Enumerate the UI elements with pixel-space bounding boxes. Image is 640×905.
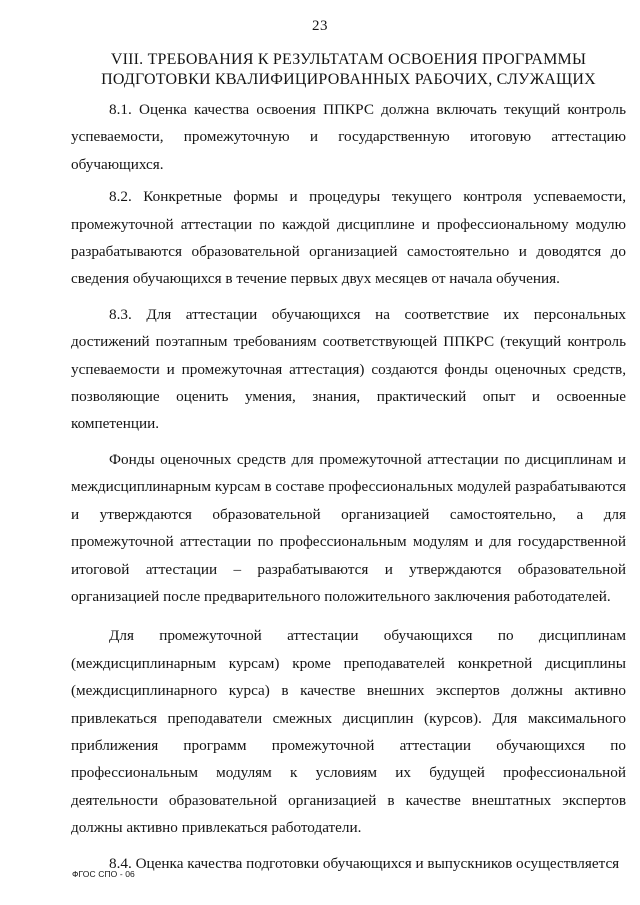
paragraph-external-experts: Для промежуточной аттестации обучающихся по дисциплинам (междисциплинарным курсам) кроме преподавателей конкретной дисциплины (междисциплинарного курса) в качестве внешних экспертов должны активно привлекаться преподаватели смежных дисциплин (курсов). Для максимального приближения программ промежуточной аттестации обучающихся по профессиональным модулям к условиям их будущей профессиональной деятельности образовательной организацией в качестве внештатных экспертов должны активно привлекаться работодатели. — [71, 627, 626, 837]
paragraph-8-2: 8.2. Конкретные формы и процедуры текущего контроля успеваемости, промежуточной аттестации по каждой дисциплине и профессиональному модулю разрабатываются образовательной организацией самостоятельно и доводятся до сведения обучающихся в течение первых двух месяцев от начала обучения. — [71, 188, 626, 288]
page-number: 23 — [312, 18, 328, 34]
paragraph-assessment-funds: Фонды оценочных средств для промежуточной аттестации по дисциплинам и междисциплинарным курсам в составе профессиональных модулей разрабатываются и утверждаются образовательной организацией самостоятельно, а для промежуточной аттестации по профессиональным модулям и для государственной итоговой аттестации – разрабатываются и утверждаются образовательной организацией после предварительного положительного заключения работодателей. — [71, 450, 626, 605]
section-heading-line-2: ПОДГОТОВКИ КВАЛИФИЦИРОВАННЫХ РАБОЧИХ, СЛУЖАЩИХ — [101, 71, 596, 88]
section-heading-line-1: VIII. ТРЕБОВАНИЯ К РЕЗУЛЬТАТАМ ОСВОЕНИЯ ПРОГРАММЫ — [110, 51, 587, 68]
paragraph-8-1: 8.1. Оценка качества освоения ППКРС должна включать текущий контроль успеваемости, промежуточную и государственную итоговую аттестацию обучающихся. — [71, 101, 626, 173]
paragraph-8-3: 8.3. Для аттестации обучающихся на соответствие их персональных достижений поэтапным требованиям соответствующей ППКРС (текущий контроль успеваемости и промежуточная аттестация) создаются фонды оценочных средств, позволяющие оценить умения, знания, практический опыт и освоенные компетенции. — [71, 305, 626, 433]
paragraph-8-4: 8.4. Оценка качества подготовки обучающихся и выпускников осуществляется — [109, 854, 620, 872]
section-heading — [71, 50, 626, 90]
document-body — [71, 96, 626, 887]
footer-standard-code: ФГОС СПО - 06 — [72, 869, 135, 879]
